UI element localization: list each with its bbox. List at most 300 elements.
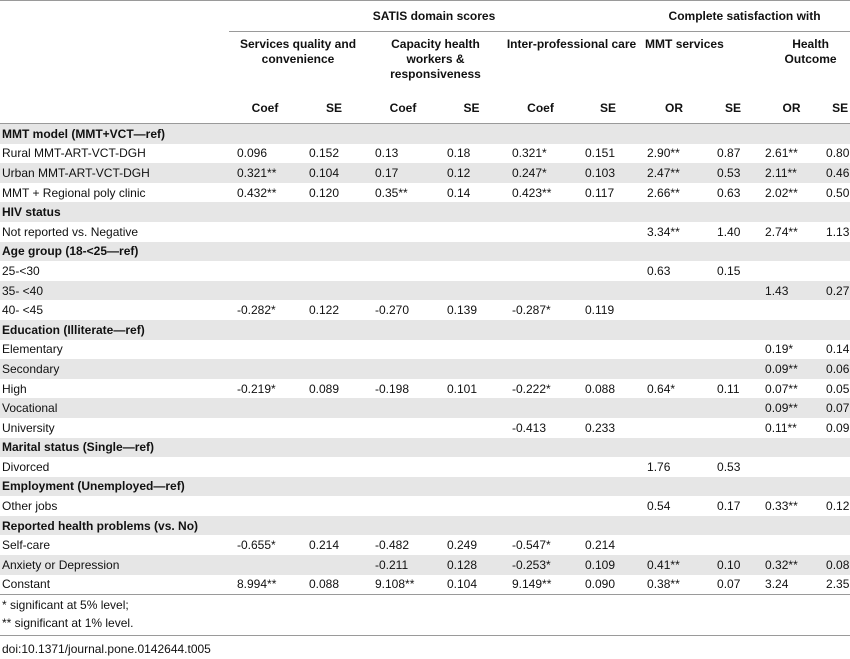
table-cell [577, 202, 639, 222]
section-label: Marital status (Single—ref) [0, 438, 229, 458]
table-cell [577, 320, 639, 340]
table-row [0, 183, 850, 203]
table-cell [301, 124, 367, 144]
table-cell [301, 320, 367, 340]
table-cell [301, 398, 367, 418]
table-cell: 2.61** [765, 146, 798, 161]
row-label: University [2, 420, 55, 435]
table-cell: 0.101 [447, 381, 478, 396]
row-label: Secondary [0, 359, 229, 379]
table-cell: 0.87 [717, 146, 741, 161]
table-cell [639, 124, 709, 144]
domain-header-services-quality: Services quality and convenience [239, 37, 357, 66]
table-cell [301, 242, 367, 262]
table-cell: -0.253* [504, 555, 577, 575]
table-cell [229, 516, 301, 536]
table-cell [301, 359, 367, 379]
row-label: Divorced [2, 459, 50, 474]
table-cell: 0.63 [647, 263, 671, 278]
row-label: 40- <45 [2, 303, 44, 318]
table-cell [439, 418, 504, 438]
table-cell [439, 438, 504, 458]
table-cell [709, 398, 757, 418]
table-cell [367, 496, 439, 516]
table-cell: 0.53 [709, 163, 757, 183]
row-label: MMT + Regional poly clinic [2, 185, 146, 200]
stat-header: Coef [504, 92, 577, 124]
table-cell: 0.07 [826, 398, 850, 418]
table-cell [229, 359, 301, 379]
table-cell [639, 398, 709, 418]
table-cell [709, 477, 757, 497]
section-label: Employment (Unemployed—ref) [0, 477, 229, 497]
table-cell [367, 398, 439, 418]
table-cell: 0.117 [585, 185, 615, 200]
table-cell [709, 124, 757, 144]
table-cell [367, 242, 439, 262]
table-cell [439, 222, 504, 242]
table-cell [504, 202, 577, 222]
table-cell: -0.198 [375, 381, 410, 396]
table-cell: -0.413 [512, 420, 547, 435]
table-cell [826, 457, 850, 477]
table-cell [504, 261, 577, 281]
table-cell [301, 438, 367, 458]
corner-cell [0, 1, 229, 32]
table-cell: 0.096 [237, 146, 268, 161]
row-label: Other jobs [2, 499, 58, 514]
table-cell [709, 516, 757, 536]
table-cell [439, 202, 504, 222]
stat-header: SE [709, 92, 757, 124]
table-cell [229, 555, 301, 575]
section-row [0, 438, 850, 458]
section-row [0, 516, 850, 536]
table-cell [229, 320, 301, 340]
table-cell [826, 261, 850, 281]
table-cell [301, 340, 367, 360]
table-cell [367, 516, 439, 536]
table-cell: 0.139 [447, 303, 478, 318]
section-row [0, 477, 850, 497]
table-cell [639, 300, 709, 320]
table-cell [577, 496, 639, 516]
table-cell [367, 438, 439, 458]
table-cell: 0.19* [765, 342, 794, 357]
table-cell: 0.11 [717, 381, 740, 396]
domain-header-capacity: Capacity health workers & responsiveness [390, 37, 481, 81]
footnote-5pct: * significant at 5% level; [2, 598, 129, 612]
table-row [0, 575, 850, 595]
table-cell: 0.32** [757, 555, 826, 575]
table-cell: 0.11** [765, 420, 797, 435]
table-cell: 0.321** [229, 163, 301, 183]
table-cell [577, 457, 639, 477]
table-cell [577, 242, 639, 262]
table-cell [229, 418, 301, 438]
table-cell [439, 340, 504, 360]
table-cell: 2.11** [757, 163, 826, 183]
table-cell [439, 242, 504, 262]
table-cell [229, 477, 301, 497]
table-cell [504, 320, 577, 340]
table-cell [709, 242, 757, 262]
domain-header-interprofessional: Inter-professional care [506, 37, 637, 51]
section-row [0, 124, 850, 144]
table-cell [229, 398, 301, 418]
table-cell: 0.10 [709, 555, 757, 575]
table-cell [709, 418, 757, 438]
table-cell [229, 202, 301, 222]
table-cell: 2.74** [765, 224, 798, 239]
section-label: Education (Illiterate—ref) [0, 320, 229, 340]
table-cell [639, 516, 709, 536]
table-cell [709, 359, 757, 379]
table-cell [439, 124, 504, 144]
stat-header: SE [439, 92, 504, 124]
table-cell [504, 340, 577, 360]
table-cell: 1.43 [757, 281, 826, 301]
table-cell: 9.108** [367, 575, 439, 595]
table-cell: -0.547* [512, 538, 551, 553]
stat-header: OR [639, 92, 709, 124]
table-cell: 0.07** [765, 381, 798, 396]
table-cell [577, 261, 639, 281]
table-cell [639, 320, 709, 340]
table-cell [504, 477, 577, 497]
table-cell: 0.151 [585, 146, 616, 161]
table-cell: 0.432** [237, 185, 277, 200]
row-label: Rural MMT-ART-VCT-DGH [2, 146, 146, 161]
table-cell: 0.27 [826, 281, 850, 301]
table-cell [439, 398, 504, 418]
table-cell: 0.423** [512, 185, 552, 200]
row-label: High [2, 381, 27, 396]
table-cell: 0.53 [717, 459, 741, 474]
table-cell [577, 438, 639, 458]
group-header-satis: SATIS domain scores [229, 1, 639, 32]
table-cell: 0.80 [826, 146, 850, 161]
table-row [0, 418, 850, 438]
table-cell: 0.50 [826, 185, 850, 200]
table-cell: -0.287* [512, 303, 551, 318]
table-cell: -0.482 [375, 538, 410, 553]
table-cell [301, 516, 367, 536]
table-cell [709, 535, 757, 555]
table-cell: 0.233 [585, 420, 616, 435]
table-row [0, 261, 850, 281]
table-cell: 0.12 [439, 163, 504, 183]
table-cell [229, 496, 301, 516]
table-cell [367, 261, 439, 281]
table-cell [504, 516, 577, 536]
table-cell [504, 398, 577, 418]
section-label: HIV status [0, 202, 229, 222]
table-cell: 0.09** [757, 359, 826, 379]
table-cell [709, 300, 757, 320]
section-row [0, 320, 850, 340]
table-cell: 0.247* [504, 163, 577, 183]
table-cell: 0.088 [585, 381, 616, 396]
table-cell: 0.09** [757, 398, 826, 418]
table-cell: 9.149** [504, 575, 577, 595]
table-cell: 0.12 [826, 499, 850, 514]
stat-header: OR [757, 92, 826, 124]
stat-header: Coef [367, 92, 439, 124]
table-cell: 0.07 [709, 575, 757, 595]
table-cell [439, 496, 504, 516]
table-cell: -0.211 [367, 555, 439, 575]
table-cell: 8.994** [229, 575, 301, 595]
table-cell [229, 242, 301, 262]
table-cell: -0.219* [237, 381, 276, 396]
table-cell [439, 261, 504, 281]
table-row [0, 340, 850, 360]
section-label: MMT model (MMT+VCT—ref) [0, 124, 229, 144]
table-cell [826, 242, 850, 262]
table-cell: 1.76 [647, 459, 671, 474]
table-body [0, 124, 850, 595]
table-cell: 0.103 [577, 163, 639, 183]
table-row [0, 535, 850, 555]
section-label: Reported health problems (vs. No) [0, 516, 229, 536]
table-row [0, 496, 850, 516]
table-cell [301, 555, 367, 575]
table-cell [301, 281, 367, 301]
table-cell: 0.128 [439, 555, 504, 575]
table-cell: 0.104 [439, 575, 504, 595]
table-cell [439, 477, 504, 497]
table-cell [826, 124, 850, 144]
table-cell [439, 359, 504, 379]
row-label: Constant [0, 575, 229, 595]
table-cell [757, 457, 826, 477]
table-cell [439, 516, 504, 536]
table-cell [367, 477, 439, 497]
table-cell: 0.63 [717, 185, 741, 200]
table-cell [826, 516, 850, 536]
table-cell [504, 222, 577, 242]
table-cell: 2.02** [765, 185, 798, 200]
table-row [0, 457, 850, 477]
table-cell: 0.14 [826, 342, 850, 357]
section-row [0, 202, 850, 222]
table-cell [229, 222, 301, 242]
table-row [0, 163, 850, 183]
doi-text: doi:10.1371/journal.pone.0142644.t005 [2, 642, 211, 656]
table-cell [639, 535, 709, 555]
table-cell [577, 477, 639, 497]
table-cell [639, 438, 709, 458]
table-cell [577, 398, 639, 418]
table-cell [367, 202, 439, 222]
table-cell [367, 340, 439, 360]
table-row [0, 300, 850, 320]
table-cell: 0.109 [577, 555, 639, 575]
table-cell: 0.122 [309, 303, 340, 318]
table-cell: 3.24 [757, 575, 826, 595]
table-row [0, 359, 850, 379]
table-cell [709, 438, 757, 458]
table-cell [639, 340, 709, 360]
table-cell [757, 438, 826, 458]
table-cell [504, 242, 577, 262]
table-cell: 0.54 [647, 499, 671, 514]
table-cell: 0.13 [375, 146, 399, 161]
row-label: Vocational [0, 398, 229, 418]
table-cell [367, 222, 439, 242]
table-cell: 0.088 [301, 575, 367, 595]
table-cell [504, 281, 577, 301]
table-cell: 0.104 [301, 163, 367, 183]
table-cell [577, 359, 639, 379]
table-cell: 0.09 [826, 420, 850, 435]
table-cell [301, 457, 367, 477]
table-cell [229, 457, 301, 477]
stat-header: Coef [229, 92, 301, 124]
table-cell [757, 535, 826, 555]
table-cell: 1.13 [826, 224, 850, 239]
stat-header: SE [301, 92, 367, 124]
table-cell: 0.38** [639, 575, 709, 595]
table-cell [301, 261, 367, 281]
table-cell [367, 320, 439, 340]
footnote-1pct: ** significant at 1% level. [2, 616, 134, 630]
table-row [0, 222, 850, 242]
row-label: Self-care [2, 538, 51, 553]
table-cell [757, 202, 826, 222]
section-row [0, 242, 850, 262]
table-cell: 0.17 [367, 163, 439, 183]
table-cell [504, 457, 577, 477]
table-cell [577, 340, 639, 360]
table-cell [577, 222, 639, 242]
row-label: Elementary [2, 342, 63, 357]
table-cell [709, 281, 757, 301]
stat-header: SE [577, 92, 639, 124]
table-cell [757, 124, 826, 144]
table-cell [229, 340, 301, 360]
table-cell: 1.40 [717, 224, 741, 239]
table-cell [504, 124, 577, 144]
table-cell: 0.41** [639, 555, 709, 575]
table-cell [826, 477, 850, 497]
table-cell [639, 418, 709, 438]
table-cell [639, 202, 709, 222]
table-cell: 0.08 [826, 555, 850, 575]
table-cell: -0.655* [237, 538, 276, 553]
table-cell [367, 124, 439, 144]
table-cell: 2.66** [647, 185, 680, 200]
table-cell [757, 261, 826, 281]
table-cell [439, 457, 504, 477]
table-cell: 0.15 [717, 263, 741, 278]
row-label: 25-<30 [2, 263, 40, 278]
table-cell: 0.214 [585, 538, 616, 553]
table-cell [301, 202, 367, 222]
table-cell: 0.089 [309, 381, 340, 396]
domain-header-health-outcome: Health Outcome [784, 37, 837, 66]
table-cell [639, 477, 709, 497]
table-cell: -0.270 [375, 303, 410, 318]
footer-divider [0, 635, 850, 636]
table-cell: 0.214 [309, 538, 340, 553]
table-cell [504, 359, 577, 379]
table-cell [826, 535, 850, 555]
section-label: Age group (18-<25—ref) [0, 242, 229, 262]
table-cell: 0.321* [512, 146, 547, 161]
row-label: Urban MMT-ART-VCT-DGH [0, 163, 229, 183]
table-cell: 0.05 [826, 381, 850, 396]
table-cell [367, 359, 439, 379]
table-row [0, 144, 850, 164]
table-cell [229, 124, 301, 144]
table-cell [301, 496, 367, 516]
table-cell [367, 281, 439, 301]
table-cell [757, 300, 826, 320]
table-cell [301, 477, 367, 497]
table-cell [229, 281, 301, 301]
row-label: 35- <40 [0, 281, 229, 301]
table-cell [229, 438, 301, 458]
table-cell [301, 418, 367, 438]
table-cell [709, 320, 757, 340]
table-cell: 0.17 [717, 499, 741, 514]
table-cell: 0.090 [577, 575, 639, 595]
table-cell: -0.222* [512, 381, 551, 396]
row-label: Anxiety or Depression [0, 555, 229, 575]
table-cell: 0.46 [826, 163, 850, 183]
table-cell [639, 242, 709, 262]
table-cell: 0.249 [447, 538, 478, 553]
table-cell: 0.64* [647, 381, 676, 396]
group-header-complete: Complete satisfaction with [639, 1, 850, 32]
table-cell [577, 124, 639, 144]
table-cell: 0.06 [826, 359, 850, 379]
table-cell [826, 438, 850, 458]
table-cell [367, 457, 439, 477]
table-cell [709, 340, 757, 360]
stat-header: SE [826, 92, 850, 124]
table-cell: -0.282* [237, 303, 276, 318]
table-cell [757, 242, 826, 262]
table-cell [439, 281, 504, 301]
table-cell [639, 281, 709, 301]
domain-header-mmt-services: MMT services [645, 37, 724, 51]
table-cell: 0.35** [375, 185, 408, 200]
table-cell: 2.35 [826, 575, 850, 595]
table-cell [757, 477, 826, 497]
table-cell [229, 261, 301, 281]
table-cell: 0.120 [309, 185, 340, 200]
table-cell [757, 516, 826, 536]
table-cell [826, 300, 850, 320]
table-cell [577, 281, 639, 301]
table-cell [367, 418, 439, 438]
table-cell [709, 202, 757, 222]
table-cell [504, 438, 577, 458]
table-cell: 0.119 [585, 303, 615, 318]
table-cell [439, 320, 504, 340]
table-cell: 0.152 [309, 146, 340, 161]
table-cell [577, 516, 639, 536]
table-cell: 2.47** [639, 163, 709, 183]
table-cell: 2.90** [647, 146, 680, 161]
table-cell: 0.14 [447, 185, 471, 200]
table-cell: 0.18 [447, 146, 471, 161]
table-row [0, 555, 850, 575]
table-row [0, 398, 850, 418]
